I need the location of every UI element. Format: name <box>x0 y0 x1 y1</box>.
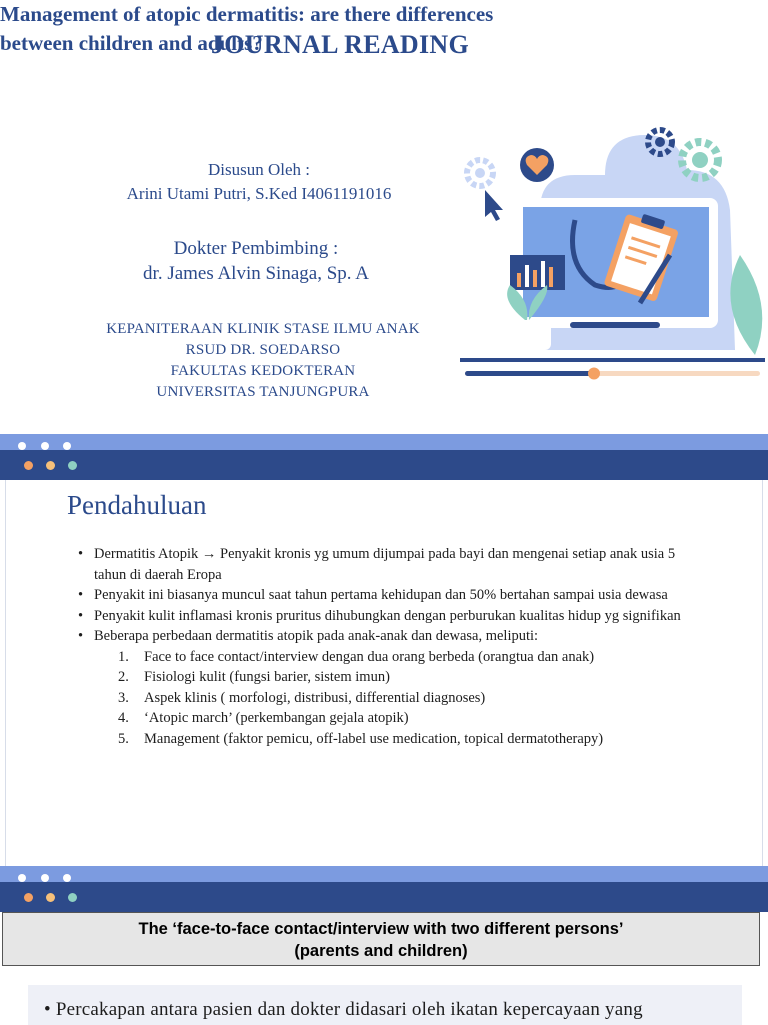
institution-line-4: UNIVERSITAS TANJUNGPURA <box>156 384 370 400</box>
supervisor-heading: Dokter Pembimbing : <box>173 238 339 259</box>
numbered-item: 1. Face to face contact/interview dengan dua orang berbeda (orangtua dan anak) <box>118 648 595 665</box>
institution-line-1: KEPANITERAAN KLINIK STASE ILMU ANAK <box>106 321 420 337</box>
slide-3-header-band <box>0 882 768 912</box>
monitor-stand <box>570 322 660 328</box>
slide-3-bullet-box <box>28 985 742 1025</box>
numbered-item: 5. Management (faktor pemicu, off-label use medication, topical dermatotherapy) <box>118 730 604 747</box>
journal-title-line-1: Management of atopic dermatitis: are there differences <box>0 2 494 26</box>
slide-3-bullet: • Percakapan antara pasien dan dokter didasari oleh ikatan kepercayaan yang <box>44 999 643 1020</box>
numbered-item: 3. Aspek klinis ( morfologi, distribusi, differential diagnoses) <box>118 689 486 706</box>
base-line <box>460 358 765 362</box>
bullet-item: • Penyakit kulit inflamasi kronis pruritus dihubungkan dengan perburukan kualitas hidup yg signifikan <box>78 606 708 627</box>
slide-2-top-bar <box>0 434 768 450</box>
bullet-item <box>78 626 708 749</box>
intro-bullet-list <box>78 544 708 749</box>
bullet-item: • Penyakit ini biasanya muncul saat tahun pertama kehidupan dan 50% bertahan sampai usia dewasa <box>78 585 708 606</box>
numbered-item: 4. ‘Atopic march’ (perkembangan gejala atopik) <box>118 710 409 726</box>
window-dot <box>41 442 49 450</box>
cursor-icon <box>485 190 503 221</box>
orange-dot <box>24 893 33 902</box>
supervisor-name: dr. James Alvin Sinaga, Sp. A <box>143 263 369 284</box>
slide-2-header-band <box>0 450 768 480</box>
title-slide <box>0 0 768 430</box>
institution-line-3: FAKULTAS KEDOKTERAN <box>170 363 356 379</box>
difference-list <box>94 647 708 750</box>
teal-dot <box>68 461 77 470</box>
numbered-item: 2. Fisiologi kulit (fungsi barier, sistem imun) <box>118 669 390 685</box>
bullet-text: Beberapa perbedaan dermatitis atopik pada anak-anak dan dewasa, meliputi: <box>94 628 539 644</box>
window-dot <box>18 874 26 882</box>
window-dot <box>63 442 71 450</box>
slide-3-heading-line-2: (parents and children) <box>294 942 468 960</box>
leaf-icon <box>730 255 762 355</box>
orange-dot <box>24 461 33 470</box>
teal-dot <box>68 893 77 902</box>
yellow-dot <box>46 461 55 470</box>
medical-illustration <box>455 115 765 385</box>
bar-chart-icon <box>510 255 565 290</box>
slide-title: JOURNAL READING <box>210 30 470 59</box>
journal-title-line-2: between children and adults? <box>0 31 263 55</box>
heart-icon <box>520 148 554 182</box>
slide-3-heading-box <box>2 912 760 966</box>
yellow-dot <box>46 893 55 902</box>
institution-line-2: RSUD DR. SOEDARSO <box>185 342 341 358</box>
author-name: Arini Utami Putri, S.Ked I4061191016 <box>126 184 392 203</box>
gear-icon <box>467 160 493 186</box>
window-dot <box>41 874 49 882</box>
progress-fill <box>465 371 595 376</box>
author-heading: Disusun Oleh : <box>208 160 310 179</box>
section-heading: Pendahuluan <box>67 490 207 520</box>
slide-3-heading-line-1: The ‘face-to-face contact/interview with two different persons’ <box>138 920 624 938</box>
slide-3-top-bar <box>0 866 768 882</box>
window-dot <box>63 874 71 882</box>
window-dot <box>18 442 26 450</box>
bullet-item: • Dermatitis Atopik → Penyakit kronis yg umum dijumpai pada bayi dan mengenai setiap anak usia 5 tahun di daerah Eropa <box>78 544 708 585</box>
progress-handle <box>588 368 600 380</box>
